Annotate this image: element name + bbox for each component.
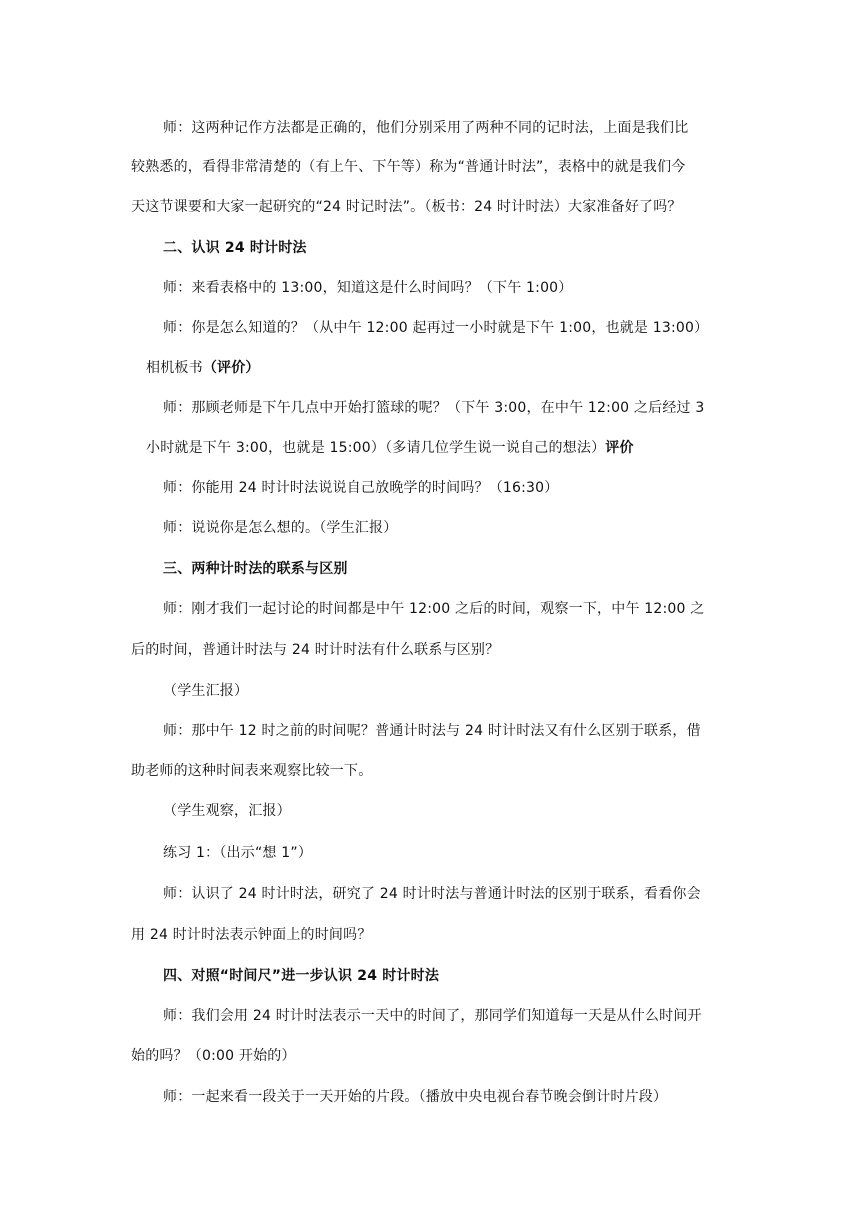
text-bold: 评价 xyxy=(605,440,634,456)
paragraph-line: 后的时间，普通计时法与 24 时计时法有什么联系与区别？ xyxy=(131,642,500,658)
paragraph-line: 师：一起来看一段关于一天开始的片段。（播放中央电视台春节晚会倒计时片段） xyxy=(163,1089,668,1105)
paragraph-line: 师：刚才我们一起讨论的时间都是中午 12:00 之后的时间，观察一下，中午 12:00 之 xyxy=(163,601,705,617)
paragraph-line: 师：我们会用 24 时计时法表示一天中的时间了，那同学们知道每一天是从什么时间开 xyxy=(163,1008,702,1024)
section-heading: 四、对照“时间尺”进一步认识 24 时计时法 xyxy=(163,968,440,984)
paragraph-line: 始的吗？（0:00 开始的） xyxy=(131,1048,296,1064)
text-bold: （评价） xyxy=(202,360,260,376)
section-heading: 二、认识 24 时计时法 xyxy=(163,240,307,256)
paragraph-line: 师：那顾老师是下午几点中开始打篮球的呢？（下午 3:00，在中午 12:00 之后经过 3 xyxy=(163,400,705,416)
paragraph-line: 天这节课要和大家一起研究的“24 时记时法”。（板书：24 时计时法）大家准备好了吗？ xyxy=(131,199,682,215)
section-heading: 三、两种计时法的联系与区别 xyxy=(163,561,348,577)
paragraph-line xyxy=(146,438,634,458)
paragraph-line: 师：你是怎么知道的？（从中午 12:00 起再过一小时就是下午 1:00，也就是 13:00） xyxy=(163,320,709,336)
paragraph-line: 师：这两种记作方法都是正确的，他们分别采用了两种不同的记时法，上面是我们比 xyxy=(163,120,689,136)
text-normal: 相机板书 xyxy=(146,360,203,376)
paragraph-line xyxy=(146,358,260,378)
paragraph-line: 练习 1：（出示“想 1”） xyxy=(163,845,313,861)
paragraph-line: 用 24 时计时法表示钟面上的时间吗？ xyxy=(131,927,372,943)
paragraph-line: 较熟悉的，看得非常清楚的（有上午、下午等）称为“普通计时法”，表格中的就是我们今 xyxy=(131,159,686,175)
text-normal: 小时就是下午 3:00，也就是 15:00）（多请几位学生说一说自己的想法） xyxy=(146,440,606,456)
paragraph-line: 师：认识了 24 时计时法，研究了 24 时计时法与普通计时法的区别于联系，看看你会 xyxy=(163,886,701,902)
paragraph-line: （学生观察，汇报） xyxy=(163,803,291,819)
paragraph-line: 师：来看表格中的 13:00，知道这是什么时间吗？（下午 1:00） xyxy=(163,280,573,296)
paragraph-line: 师：说说你是怎么想的。（学生汇报） xyxy=(163,520,398,536)
paragraph-line: 师：那中午 12 时之前的时间呢？普通计时法与 24 时计时法又有什么区别于联系，借 xyxy=(163,723,701,739)
paragraph-line: 助老师的这种时间表来观察比较一下。 xyxy=(131,763,373,779)
paragraph-line: 师：你能用 24 时计时法说说自己放晚学的时间吗？（16:30） xyxy=(163,480,559,496)
paragraph-line: （学生汇报） xyxy=(163,683,249,699)
